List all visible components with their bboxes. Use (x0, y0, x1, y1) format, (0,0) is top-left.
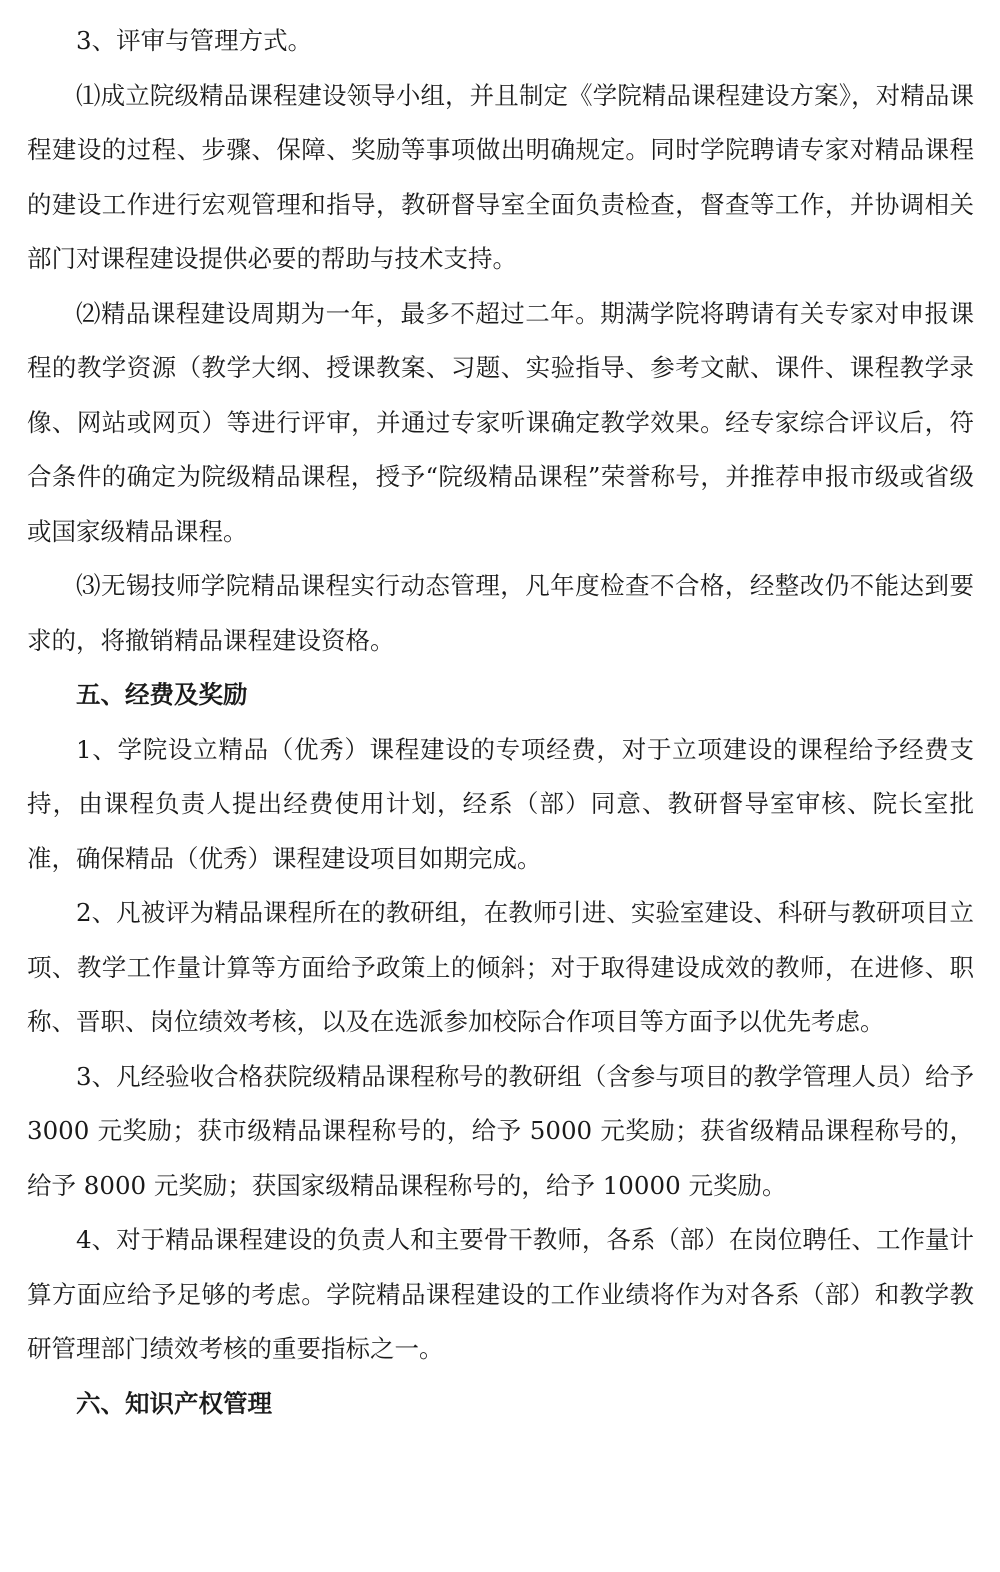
paragraph-review-item-1: ⑴成立院级精品课程建设领导小组，并且制定《学院精品课程建设方案》，对精品课程建设的过程、步骤、保障、奖励等事项做出明确规定。同时学院聘请专家对精品课程的建设工作进行宏观管理和指导，教研督导室全面负责检查，督查等工作，并协调相关部门对课程建设提供必要的帮助与技术支持。 (27, 80, 974, 273)
paragraph-funding-2: 2、凡被评为精品课程所在的教研组，在教师引进、实验室建设、科研与教研项目立项、教学工作量计算等方面给予政策上的倾斜；对于取得建设成效的教师，在进修、职称、晋职、岗位绩效考核，以及在选派参加校际合作项目等方面予以优先考虑。 (27, 898, 974, 1036)
paragraph-funding-4: 4、对于精品课程建设的负责人和主要骨干教师，各系（部）在岗位聘任、工作量计算方面应给予足够的考虑。学院精品课程建设的工作业绩将作为对各系（部）和教学教研管理部门绩效考核的重要指标之一。 (27, 1225, 974, 1363)
heading-ip-management: 六、知识产权管理 (76, 1388, 272, 1418)
paragraph-funding-3: 3、凡经验收合格获院级精品课程称号的教研组（含参与项目的教学管理人员）给予 3000 元奖励；获市级精品课程称号的，给予 5000 元奖励；获省级精品课程称号的，给予 8000 元奖励；获国家级精品课程称号的，给予 10000 元奖励。 (27, 1061, 974, 1200)
paragraph-review-item-3: ⑶无锡技师学院精品课程实行动态管理，凡年度检查不合格，经整改仍不能达到要求的，将撤销精品课程建设资格。 (27, 571, 974, 655)
paragraph-review-method: 3、评审与管理方式。 (76, 26, 313, 55)
heading-funding-rewards: 五、经费及奖励 (76, 680, 248, 709)
paragraph-funding-1: 1、学院设立精品（优秀）课程建设的专项经费，对于立项建设的课程给予经费支持，由课程负责人提出经费使用计划，经系（部）同意、教研督导室审核、院长室批准，确保精品（优秀）课程建设项目如期完成。 (27, 734, 974, 873)
paragraph-review-item-2: ⑵精品课程建设周期为一年，最多不超过二年。期满学院将聘请有关专家对申报课程的教学资源（教学大纲、授课教案、习题、实验指导、参考文献、课件、课程教学录像、网站或网页）等进行评审，并通过专家听课确定教学效果。经专家综合评议后，符合条件的确定为院级精品课程，授予“院级精品课程”荣誉称号，并推荐申报市级或省级或国家级精品课程。 (27, 298, 974, 546)
